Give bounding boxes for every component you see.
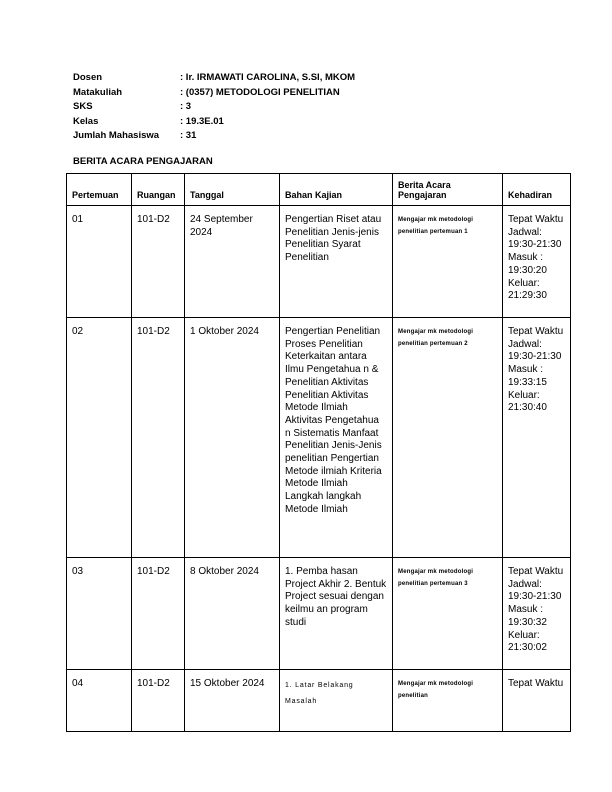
- kelas-label: Kelas: [73, 115, 99, 127]
- dosen-label: Dosen: [73, 72, 103, 83]
- table-row: [67, 558, 571, 670]
- kelas-value: : 19.3E.01: [180, 115, 224, 127]
- header-tanggal: Tanggal: [185, 174, 280, 206]
- table-row: [67, 670, 571, 732]
- berita-acara-cell: Mengajar mk metodologi penelitian pertemuan 1: [393, 206, 503, 318]
- tanggal-cell: 24 September 2024: [185, 206, 280, 318]
- bahan-kajian-cell: 1. Latar Belakang Masalah: [280, 670, 393, 732]
- jumlah-mahasiswa-value: : 31: [180, 130, 197, 142]
- ruangan-cell: 101-D2: [132, 206, 185, 318]
- tanggal-cell: 1 Oktober 2024: [185, 318, 280, 558]
- berita-acara-cell: Mengajar mk metodologi penelitian: [393, 670, 503, 732]
- dosen-row: [73, 71, 355, 86]
- header-kehadiran: Kehadiran: [503, 174, 571, 206]
- kehadiran-cell: Tepat Waktu Jadwal: 19:30-21:30 Masuk : 19:33:15 Keluar: 21:30:40: [503, 318, 571, 558]
- tanggal-cell: 8 Oktober 2024: [185, 558, 280, 670]
- jumlah-mahasiswa-label: Jumlah Mahasiswa: [73, 130, 160, 142]
- sks-value: : 3: [180, 101, 192, 113]
- ruangan-cell: 101-D2: [132, 670, 185, 732]
- tanggal-cell: 15 Oktober 2024: [185, 670, 280, 732]
- bahan-kajian-cell: 1. Pemba hasan Project Akhir 2. Bentuk Project sesuai dengan keilmu an program studi: [280, 558, 393, 670]
- kehadiran-cell: Tepat Waktu: [503, 670, 571, 732]
- header-bahan-kajian: Bahan Kajian: [280, 174, 393, 206]
- pertemuan-cell: 01: [67, 206, 132, 318]
- kelas-row: [73, 115, 355, 130]
- header-pertemuan: Pertemuan: [67, 174, 132, 206]
- header-berita-acara: Berita Acara Pengajaran: [393, 174, 503, 206]
- berita-acara-cell: Mengajar mk metodologi penelitian pertemuan 3: [393, 558, 503, 670]
- jumlah-mahasiswa-row: [73, 129, 355, 144]
- bahan-kajian-cell: Pengertian Riset atau Penelitian Jenis-jenis Penelitian Syarat Penelitian: [280, 206, 393, 318]
- table-row: [67, 318, 571, 558]
- sks-row: [73, 100, 355, 115]
- berita-acara-cell: Mengajar mk metodologi penelitian pertemuan 2: [393, 318, 503, 558]
- pertemuan-cell: 02: [67, 318, 132, 558]
- matakuliah-row: [73, 86, 355, 101]
- course-info-header: [73, 71, 355, 144]
- dosen-value: : Ir. IRMAWATI CAROLINA, S.SI, MKOM: [180, 72, 356, 83]
- kehadiran-cell: Tepat Waktu Jadwal: 19:30-21:30 Masuk : 19:30:20 Keluar: 21:29:30: [503, 206, 571, 318]
- bahan-kajian-cell: Pengertian Penelitian Proses Penelitian Keterkaitan antara Ilmu Pengetahua n & Penelitian Aktivitas Penelitian Aktivitas Metode Ilmiah Aktivitas Pengetahua n Sistematis Manfaat Penelitian Jenis-Jenis penelitian Pengertian Metode ilmiah Kriteria Metode Ilmiah Langkah langkah Metode Ilmiah: [280, 318, 393, 558]
- ruangan-cell: 101-D2: [132, 318, 185, 558]
- matakuliah-label: Matakuliah: [73, 86, 123, 98]
- table-row: [67, 206, 571, 318]
- kehadiran-cell: Tepat Waktu Jadwal: 19:30-21:30 Masuk : 19:30:32 Keluar: 21:30:02: [503, 558, 571, 670]
- pertemuan-cell: 04: [67, 670, 132, 732]
- sks-label: SKS: [73, 101, 93, 113]
- pertemuan-cell: 03: [67, 558, 132, 670]
- ruangan-cell: 101-D2: [132, 558, 185, 670]
- attendance-table: [66, 173, 571, 732]
- matakuliah-value: : (0357) METODOLOGI PENELITIAN: [180, 86, 340, 98]
- header-ruangan: Ruangan: [132, 174, 185, 206]
- section-title: BERITA ACARA PENGAJARAN: [73, 156, 213, 167]
- table-header-row: [67, 174, 571, 206]
